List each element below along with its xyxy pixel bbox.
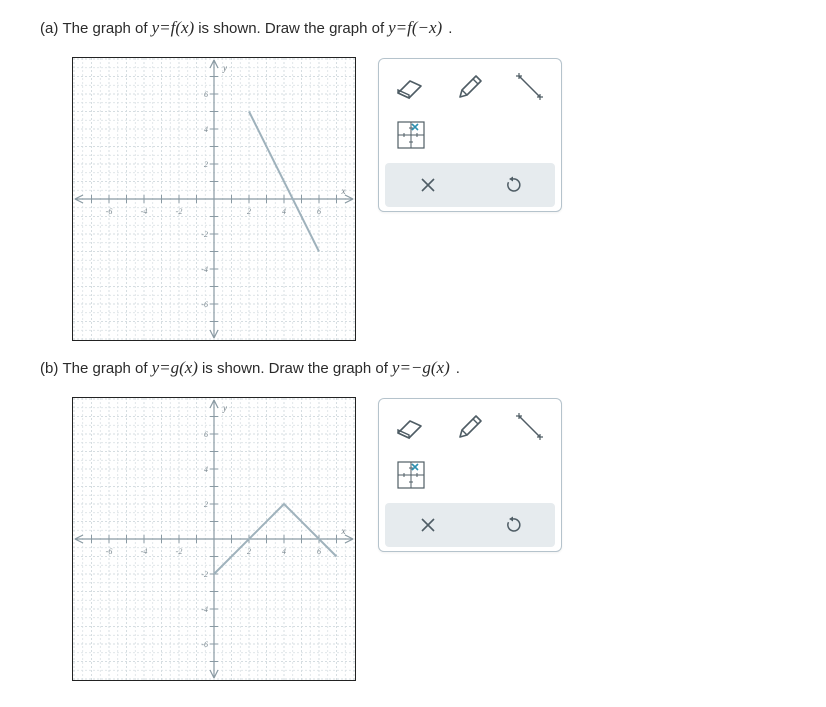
x-tick-label: 4	[282, 547, 286, 556]
action-bar-a	[385, 163, 555, 207]
x-tick-label: -2	[175, 547, 183, 556]
eraser-icon	[394, 74, 424, 100]
prompt-a-text-before: The graph of	[62, 20, 148, 37]
y-tick-label: -2	[201, 570, 208, 579]
y-axis-label: y	[223, 63, 227, 73]
eraser-tool[interactable]	[391, 409, 427, 445]
point-grid-icon	[396, 120, 426, 150]
x-tick-label: 6	[317, 207, 321, 216]
clear-button[interactable]	[412, 169, 444, 201]
x-tick-label: -6	[105, 207, 113, 216]
y-tick-label: -6	[201, 300, 208, 309]
clear-x-icon	[420, 177, 436, 193]
y-tick-label: -2	[201, 230, 208, 239]
y-tick-label: 6	[204, 90, 208, 99]
y-tick-label: -4	[201, 265, 208, 274]
prompt-a	[40, 18, 452, 38]
prompt-a-period: .	[448, 20, 453, 37]
point-tool[interactable]	[393, 117, 429, 153]
y-tick-label: 6	[204, 430, 208, 439]
x-tick-label: -4	[140, 207, 148, 216]
eraser-icon	[394, 414, 424, 440]
prompt-a-label: (a)	[40, 20, 59, 37]
undo-icon	[504, 516, 522, 534]
toolbox-a	[378, 58, 562, 212]
point-grid-icon	[396, 460, 426, 490]
x-tick-label: 4	[282, 207, 286, 216]
prompt-b-period: .	[455, 360, 460, 377]
x-tick-label: 2	[247, 207, 251, 216]
line-segment-icon	[513, 411, 545, 443]
prompt-b-target-function: y=−g(x)	[391, 358, 450, 377]
prompt-b-given-function: y=g(x)	[151, 358, 198, 377]
undo-button[interactable]	[497, 509, 529, 541]
toolbox-b	[378, 398, 562, 552]
graph-b-canvas[interactable]	[73, 398, 355, 680]
graph-b[interactable]	[72, 397, 356, 681]
prompt-b-text-before: The graph of	[62, 360, 148, 377]
graph-a-canvas[interactable]	[73, 58, 355, 340]
x-axis-label: x	[341, 526, 346, 536]
undo-icon	[504, 176, 522, 194]
clear-button[interactable]	[412, 509, 444, 541]
eraser-tool[interactable]	[391, 69, 427, 105]
graph-a[interactable]	[72, 57, 356, 341]
x-axis-label: x	[341, 186, 346, 196]
prompt-b	[40, 358, 460, 378]
line-segment-icon	[513, 71, 545, 103]
y-tick-label: 4	[204, 465, 208, 474]
x-tick-label: -6	[105, 547, 113, 556]
line-tool[interactable]	[511, 69, 547, 105]
y-tick-label: -4	[201, 605, 208, 614]
pencil-tool[interactable]	[451, 409, 487, 445]
y-tick-label: 4	[204, 125, 208, 134]
prompt-b-label: (b)	[40, 360, 59, 377]
y-tick-label: 2	[204, 500, 208, 509]
prompt-a-given-function: y=f(x)	[151, 18, 195, 37]
x-tick-label: -2	[175, 207, 183, 216]
prompt-b-text-middle: is shown. Draw the graph of	[201, 360, 388, 377]
x-tick-label: -4	[140, 547, 148, 556]
prompt-a-target-function: y=f(−x)	[388, 18, 443, 37]
x-tick-label: 2	[247, 547, 251, 556]
point-tool[interactable]	[393, 457, 429, 493]
line-tool[interactable]	[511, 409, 547, 445]
x-tick-label: 6	[317, 547, 321, 556]
clear-x-icon	[420, 517, 436, 533]
pencil-icon	[454, 72, 484, 102]
y-axis-label: y	[223, 403, 227, 413]
pencil-icon	[454, 412, 484, 442]
prompt-a-text-middle: is shown. Draw the graph of	[198, 20, 385, 37]
y-tick-label: 2	[204, 160, 208, 169]
pencil-tool[interactable]	[451, 69, 487, 105]
undo-button[interactable]	[497, 169, 529, 201]
y-tick-label: -6	[201, 640, 208, 649]
action-bar-b	[385, 503, 555, 547]
